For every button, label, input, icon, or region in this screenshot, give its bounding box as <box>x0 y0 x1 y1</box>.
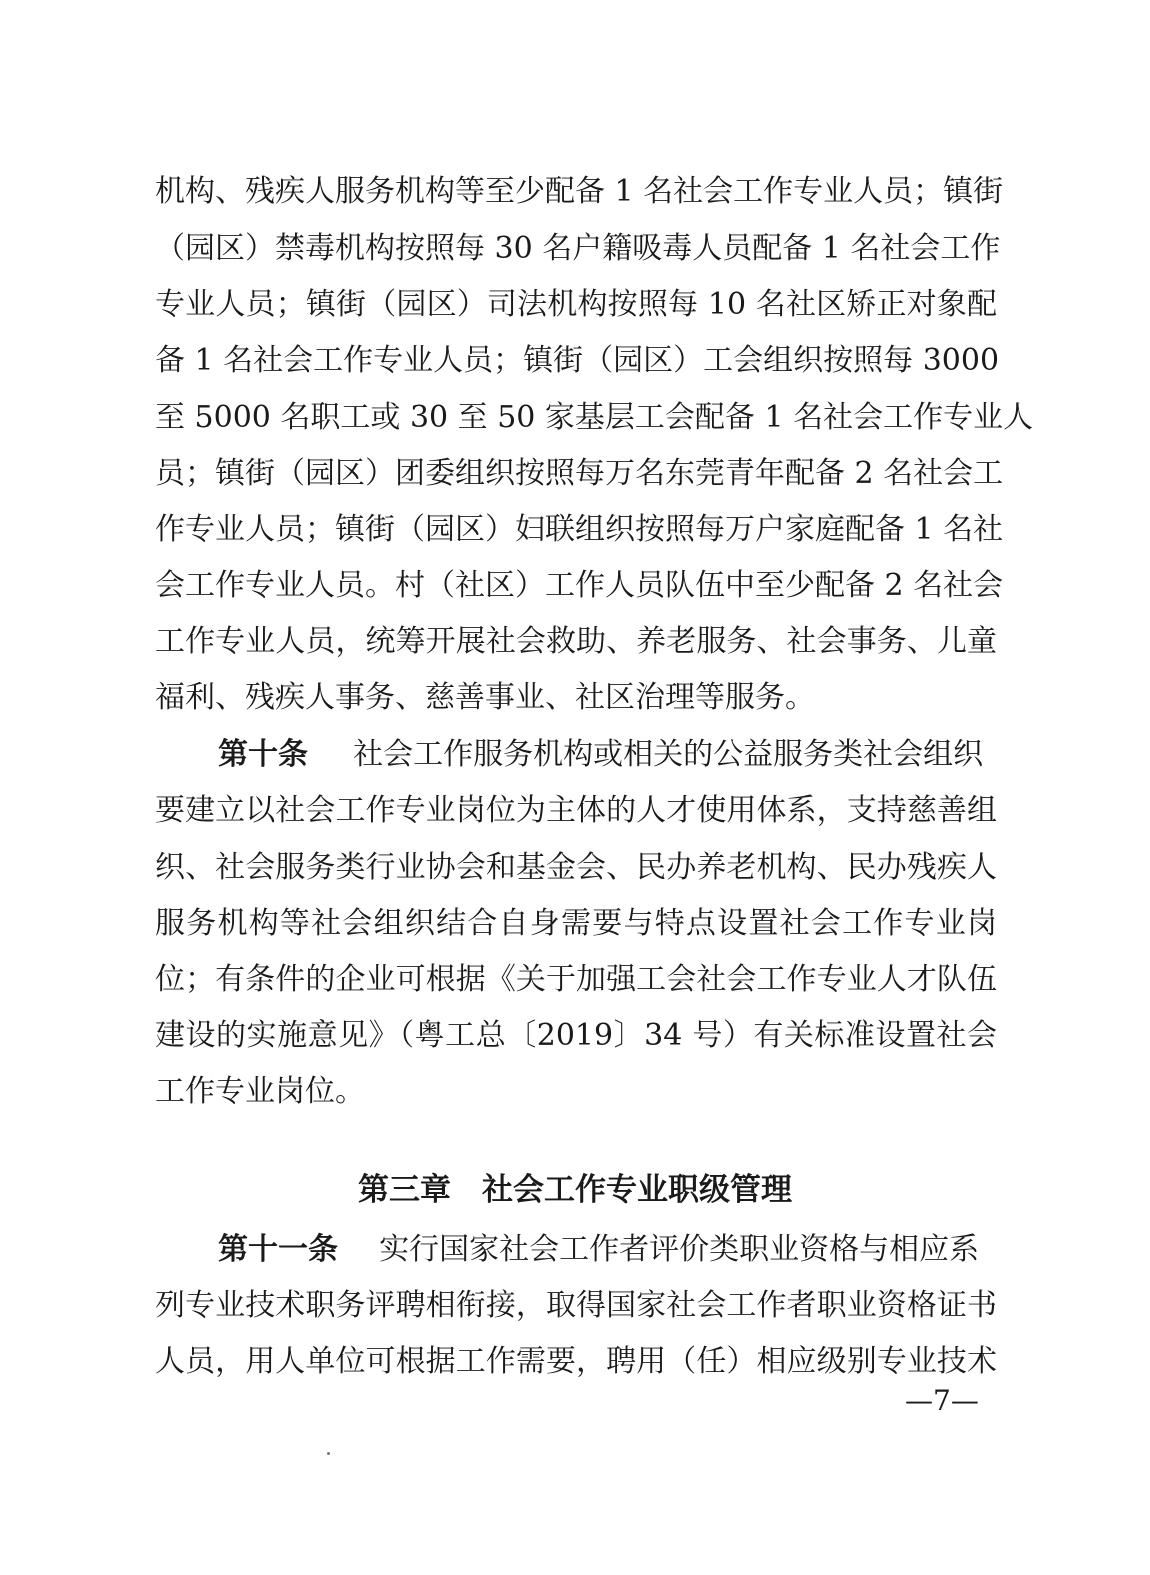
body-line: 列专业技术职务评聘相衔接，取得国家社会工作者职业资格证书 <box>155 1288 997 1323</box>
body-line: 工作专业岗位。 <box>155 1074 365 1109</box>
body-line: 会工作专业人员。村（社区）工作人员队伍中至少配备 2 名社会 <box>155 568 1004 603</box>
body-line: 备 1 名社会工作专业人员；镇街（园区）工会组织按照每 3000 <box>155 343 1000 378</box>
article-10-first-text: 社会工作服务机构或相关的公益服务类社会组织 <box>353 737 984 772</box>
scan-speck <box>327 1452 330 1455</box>
article-10-heading: 第十条 <box>218 737 308 772</box>
body-line: 位；有条件的企业可根据《关于加强工会社会工作专业人才队伍 <box>155 962 997 997</box>
article-11-first-line <box>218 1230 997 1270</box>
article-10-first-line <box>218 735 997 775</box>
chapter-title: 第三章 社会工作专业职级管理 <box>358 1172 792 1208</box>
body-line: 人员，用人单位可根据工作需要，聘用（任）相应级别专业技术 <box>155 1344 997 1379</box>
body-line: （园区）禁毒机构按照每 30 名户籍吸毒人员配备 1 名社会工作 <box>155 231 1001 266</box>
body-line: 专业人员；镇街（园区）司法机构按照每 10 名社区矫正对象配 <box>155 287 997 322</box>
body-line: 至 5000 名职工或 30 至 50 家基层工会配备 1 名社会工作专业人 <box>155 400 1034 435</box>
body-line: 员；镇街（园区）团委组织按照每万名东莞青年配备 2 名社会工 <box>155 456 1004 491</box>
article-11-first-text: 实行国家社会工作者评价类职业资格与相应系 <box>379 1232 980 1267</box>
article-11-heading: 第十一条 <box>218 1232 338 1267</box>
body-line: 福利、残疾人事务、慈善事业、社区治理等服务。 <box>155 680 815 715</box>
body-line: 服务机构等社会组织结合自身需要与特点设置社会工作专业岗 <box>155 906 997 941</box>
body-line: 机构、残疾人服务机构等至少配备 1 名社会工作专业人员；镇街 <box>155 174 1004 209</box>
body-line: 作专业人员；镇街（园区）妇联组织按照每万户家庭配备 1 名社 <box>155 512 1004 547</box>
body-line: 要建立以社会工作专业岗位为主体的人才使用体系，支持慈善组 <box>155 793 997 828</box>
page-number: —7— <box>905 1384 979 1417</box>
body-line: 织、社会服务类行业协会和基金会、民办养老机构、民办残疾人 <box>155 850 997 885</box>
body-line: 建设的实施意见》（粤工总〔2019〕34 号）有关标准设置社会 <box>155 1018 997 1053</box>
body-line: 工作专业人员，统筹开展社会救助、养老服务、社会事务、儿童 <box>155 624 997 659</box>
